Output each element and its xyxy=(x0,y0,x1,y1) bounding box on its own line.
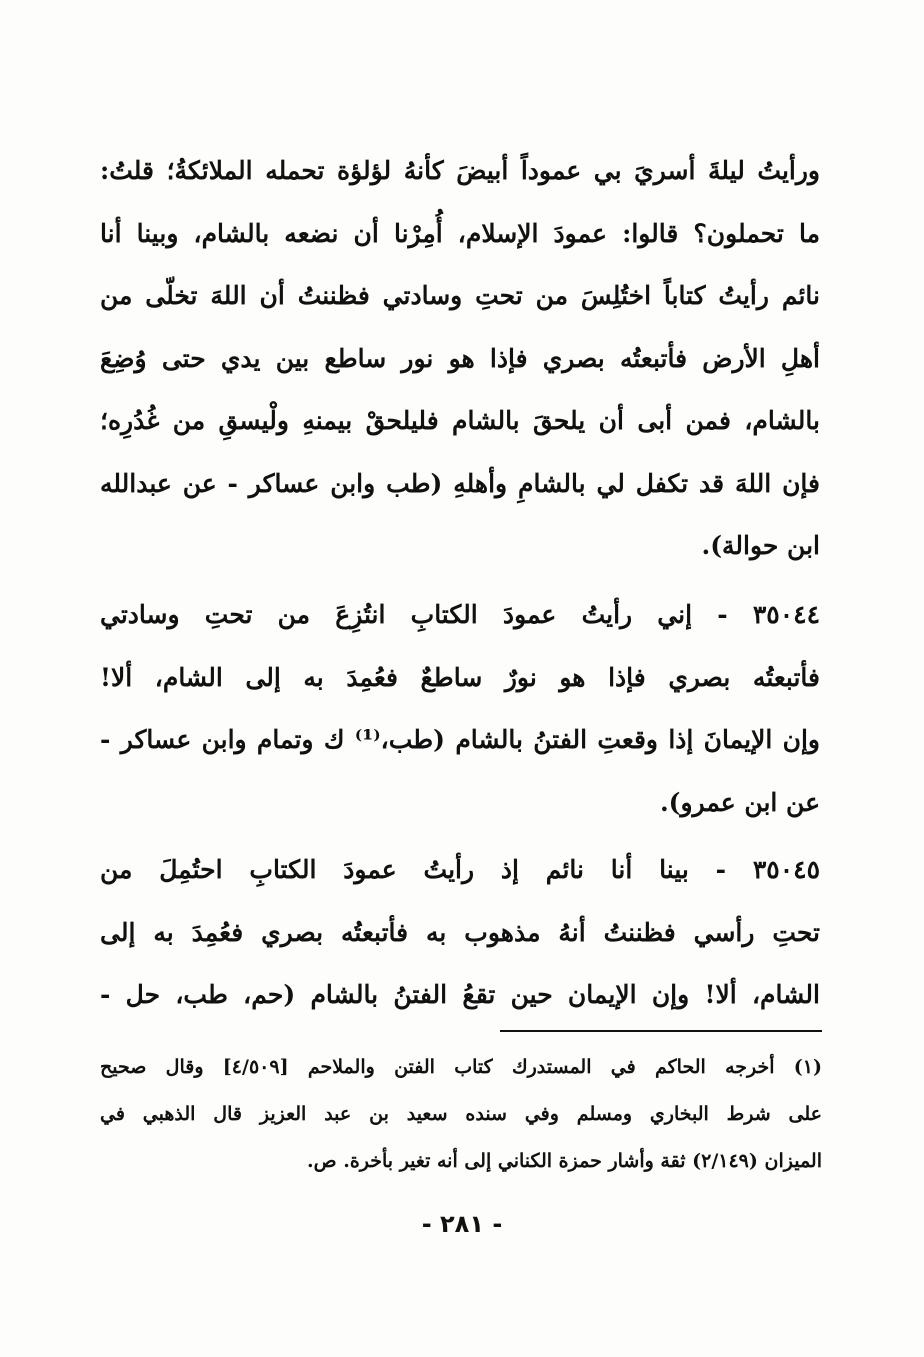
text-line: أهلِ الأرض فأتبعتُه بصري فإذا هو نور ساطع بين يدي حتى وُضِعَ xyxy=(100,343,820,373)
text-line: فإن اللهَ قد تكفل لي بالشامِ وأهلهِ (طب وابن عساكر - عن عبدالله xyxy=(100,468,820,498)
text-line: الشام، ألا! وإن الإيمان حين تقعُ الفتنُ بالشام (حم، طب، حل - xyxy=(100,980,820,1009)
footnote xyxy=(100,1044,822,1185)
text-line: فأتبعتُه بصري فإذا هو نورٌ ساطعٌ فعُمِدَ به إلى الشام، ألا! xyxy=(100,662,820,692)
hadith-35045 xyxy=(100,839,820,1027)
paragraph-1 xyxy=(100,140,820,578)
footnote-line: (١) أخرجه الحاكم في المستدرك كتاب الفتن والملاحم [٤/٥٠٩] وقال صحيح xyxy=(100,1056,822,1078)
text-line: بالشام، فمن أبى أن يلحقَ بالشام فليلحقْ بيمنهِ ولْيسقِ من غُدُرِه؛ xyxy=(100,406,820,435)
footnote-line: على شرط البخاري ومسلم وفي سنده سعيد بن عبد العزيز قال الذهبي في xyxy=(100,1103,822,1125)
hadith-35044 xyxy=(100,584,820,834)
text-line: ما تحملون؟ قالوا: عمودَ الإسلام، أُمِرْنا أن نضعه بالشام، وبينا أنا xyxy=(100,218,820,248)
footnote-line: الميزان (٢/١٤٩) ثقة وأشار حمزة الكناني إلى أنه تغير بأخرة. ص. xyxy=(307,1150,822,1172)
text-line: عن ابن عمرو). xyxy=(659,787,820,817)
text-line: ٣٥٠٤٤ - إني رأيتُ عمودَ الكتابِ انتُزِعَ من تحتِ وسادتي xyxy=(100,600,820,629)
text-line: ابن حوالة). xyxy=(701,531,820,560)
text-line: نائم رأيتُ كتاباً اختُلِسَ من تحتِ وسادتي فظننتُ أن اللهَ تخلّى من xyxy=(100,281,820,310)
text-line: ٣٥٠٤٥ - بينا أنا نائم إذ رأيتُ عمودَ الكتابِ احتُمِلَ من xyxy=(100,855,820,884)
page-number: - ٢٨١ - xyxy=(421,1210,503,1238)
text-line: ورأيتُ ليلةَ أسريَ بي عموداً أبيضَ كأنهُ لؤلؤة تحمله الملائكةُ؛ قلتُ: xyxy=(100,156,820,185)
text-line: تحتِ رأسي فظننتُ أنهُ مذهوب به فأتبعتُه بصري فعُمِدَ به إلى xyxy=(100,917,820,947)
text-line: وإن الإيمانَ إذا وقعتِ الفتنُ بالشام (طب،⁽¹⁾ ك وتمام وابن عساكر - xyxy=(100,725,820,754)
footnote-divider xyxy=(500,1030,822,1032)
